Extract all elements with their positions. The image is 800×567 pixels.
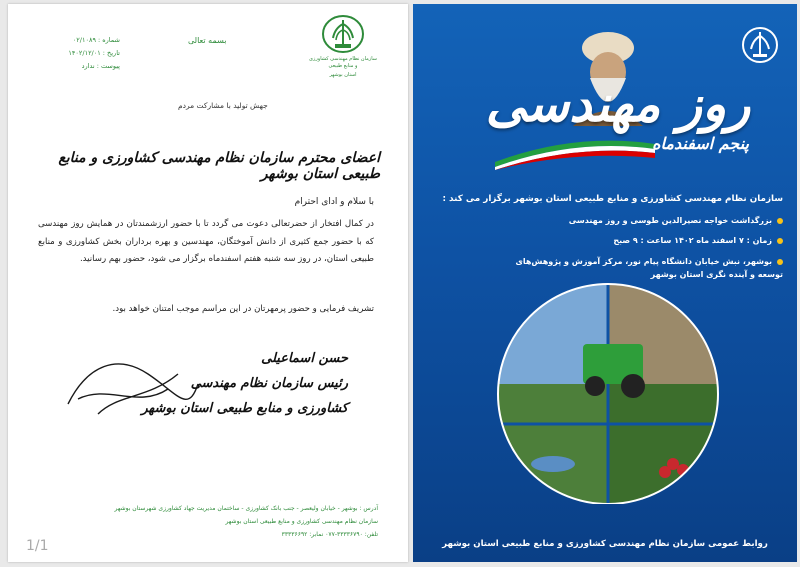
iran-flag-ribbon — [495, 136, 655, 170]
poster-org-line: سازمان نظام مهندسی کشاورزی و منابع طبیعی استان بوشهر برگزار می کند : — [442, 194, 783, 204]
org-logo-icon — [741, 26, 779, 64]
page-indicator: 1/1 — [26, 538, 49, 554]
invitation-letter — [8, 4, 408, 562]
signer-name: حسن اسماعیلی — [261, 351, 348, 366]
detail-location-text: بوشهر، نبش خیابان دانشگاه پیام نور، مرکز آموزش و پژوهش‌های توسعه و آینده نگری استان بوشهر — [515, 257, 783, 279]
letter-attachment: پیوست : ندارد — [81, 62, 120, 70]
event-poster — [413, 4, 797, 562]
letter-date: تاریخ : ۱۴۰۲/۱۲/۰۱ — [68, 49, 120, 57]
bullet-icon — [777, 218, 783, 224]
greeting: با سلام و ادای احترام — [294, 197, 374, 207]
letter-footer — [48, 502, 378, 541]
signer-title-2: کشاورزی و منابع طبیعی استان بوشهر — [141, 401, 348, 416]
letter-closing: تشریف فرمایی و حضور پرمهرتان در این مراسم موجب امتنان خواهد بود. — [112, 304, 374, 314]
poster-title: روز مهندسی — [485, 74, 751, 133]
detail-occasion-text: بزرگداشت خواجه نصیرالدین طوسی و روز مهندسی — [568, 216, 772, 225]
letter-number: شماره : ۰۲/۱۰۸۹ — [72, 36, 120, 44]
letter-body: در کمال افتخار از حضرتعالی دعوت می گردد تا با حضور ارزشمندتان در همایش روز مهندسی که با حضور جمع کثیری از دانش آموختگان، مهندسین و بهره برداران بخش کشاورزی و منابع طبیعی استان، در روز سه شنبه هفتم اسفندماه برگزار می شود، حضور بهم رسانید. — [38, 219, 374, 264]
letter-meta — [30, 34, 120, 73]
signature-block — [118, 346, 348, 421]
signer-title: رئیس سازمان نظام مهندسی — [190, 376, 348, 391]
bullet-icon — [777, 259, 783, 265]
wheat-emblem-icon — [321, 14, 365, 54]
addressee: اعضای محترم سازمان نظام مهندسی کشاورزی و منابع طبیعی استان بوشهر — [58, 150, 380, 182]
footer-org: سازمان نظام مهندسی کشاورزی و منابع طبیعی استان بوشهر — [225, 518, 378, 525]
poster-detail-occasion — [483, 214, 783, 227]
poster-footer: روابط عمومی سازمان نظام مهندسی کشاورزی و منابع طبیعی استان بوشهر — [442, 539, 768, 549]
letterhead-org: سازمان نظام مهندسی کشاورزی و منابع طبیعی — [309, 56, 377, 69]
slogan: جهش تولید با مشارکت مردم — [178, 101, 268, 110]
letterhead-logo — [308, 14, 378, 79]
footer-phone: تلفن: ۳۳۳۳۶۷۹۰-۰۷۷ نمابر: ۳۳۳۳۶۶۹۲ — [281, 531, 378, 538]
letterhead-province: استان بوشهر — [329, 72, 357, 78]
footer-address: آدرس : بوشهر - خیابان ولیعصر - جنب بانک کشاورزی - ساختمان مدیریت جهاد کشاورزی شهرستان بوشهر — [114, 505, 378, 512]
bullet-icon — [777, 238, 783, 244]
basmala: بسمه تعالی — [188, 36, 227, 45]
poster-subtitle: پنجم اسفندماه — [652, 134, 749, 153]
agriculture-photo-collage — [483, 274, 733, 504]
detail-time-text: زمان : ۷ اسفند ماه ۱۴۰۲ ساعت : ۹ صبح — [613, 236, 772, 245]
poster-detail-time — [483, 234, 783, 247]
